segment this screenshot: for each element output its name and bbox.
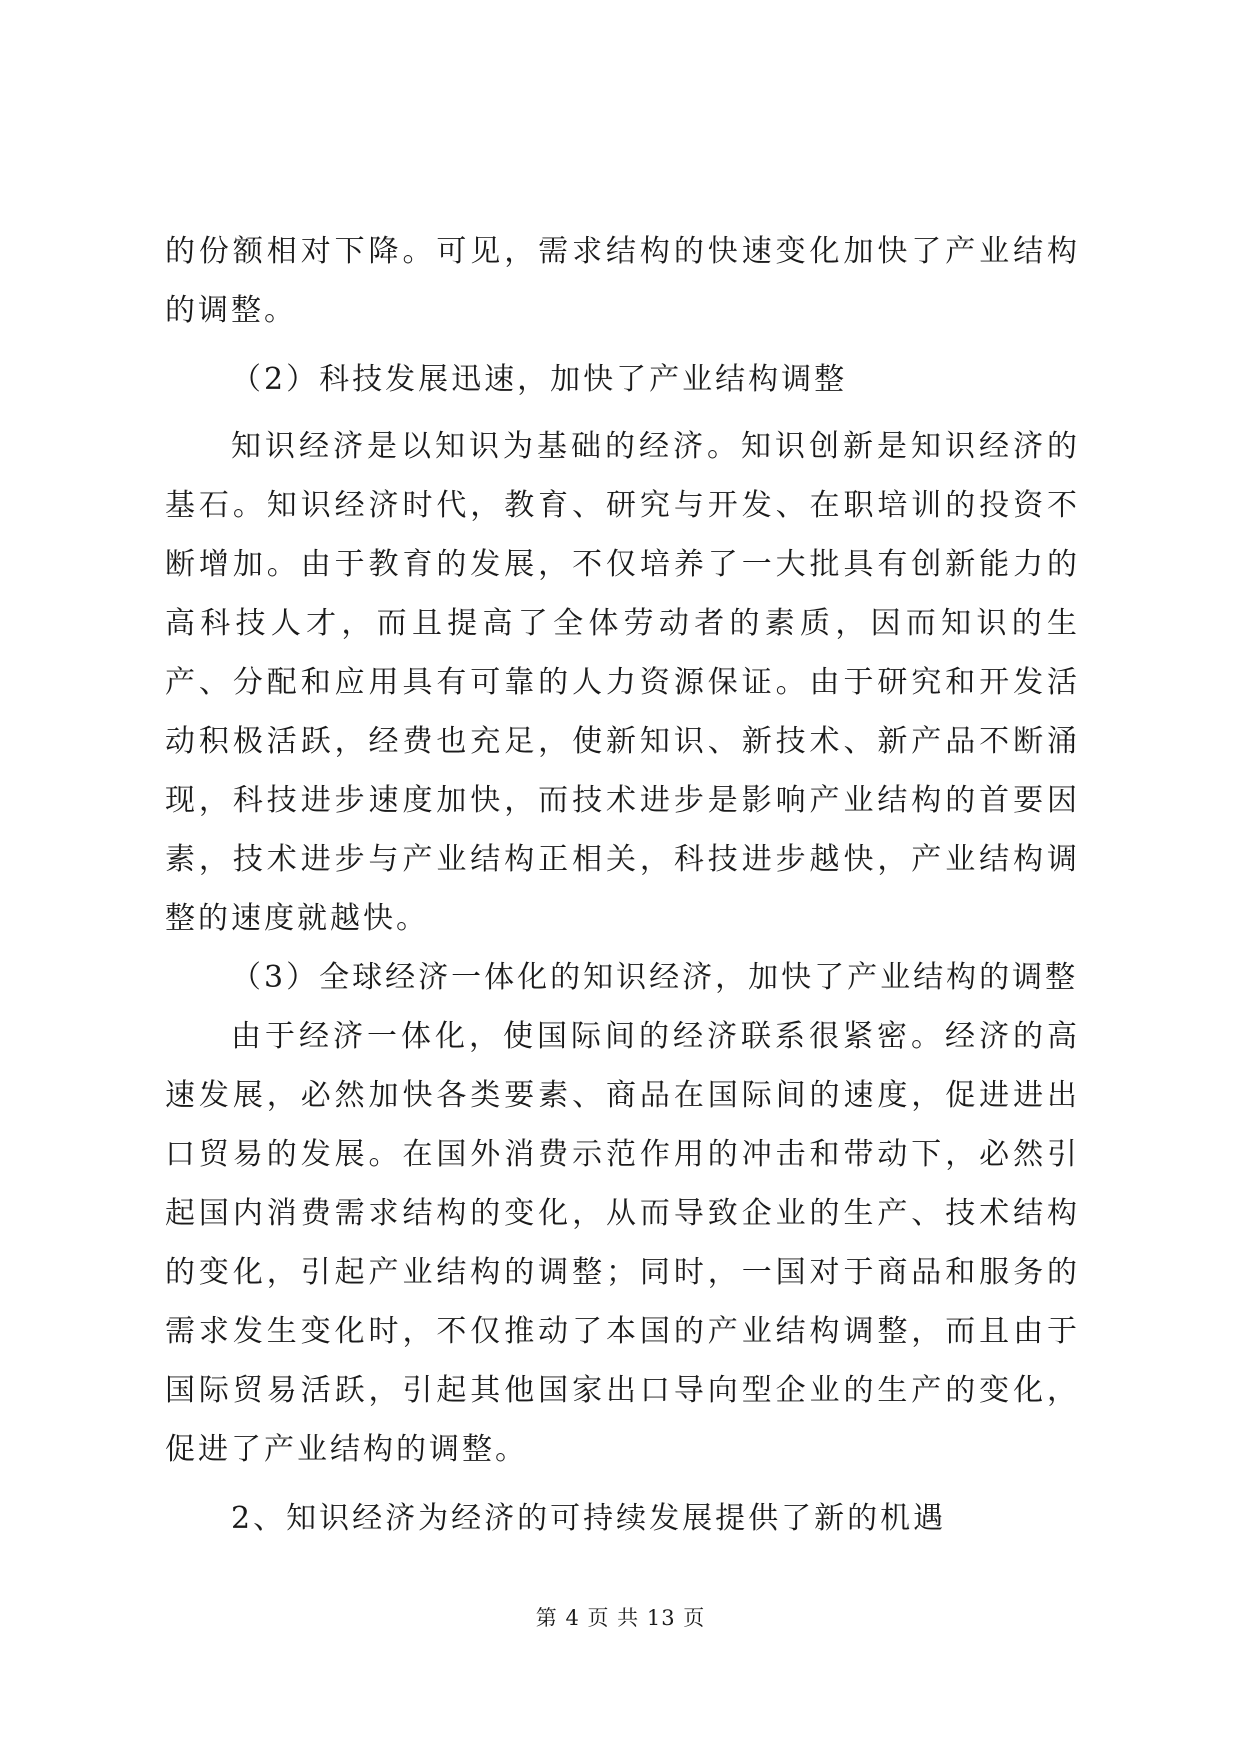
subheading-globalization: （3）全球经济一体化的知识经济，加快了产业结构的调整 bbox=[231, 960, 1079, 995]
paragraph-continuation: 的份额相对下降。可见，需求结构的快速变化加快了产业结构的调整。 bbox=[165, 234, 1080, 328]
subheading-tech-development: （2）科技发展迅速，加快了产业结构调整 bbox=[231, 362, 848, 397]
paragraph-economic-integration: 由于经济一体化，使国际间的经济联系很紧密。经济的高速发展，必然加快各类要素、商品在国际间的速度，促进进出口贸易的发展。在国外消费示范作用的冲击和带动下，必然引起国内消费需求结构的变化，从而导致企业的生产、技术结构的变化，引起产业结构的调整；同时，一国对于商品和服务的需求发生变化时，不仅推动了本国的产业结构调整，而且由于国际贸易活跃，引起其他国家出口导向型企业的生产的变化，促进了产业结构的调整。 bbox=[165, 1019, 1080, 1467]
page-number-footer: 第 4 页 共 13 页 bbox=[535, 1606, 706, 1630]
paragraph-knowledge-economy: 知识经济是以知识为基础的经济。知识创新是知识经济的基石。知识经济时代，教育、研究与开发、在职培训的投资不断增加。由于教育的发展，不仅培养了一大批具有创新能力的高科技人才，而且提高了全体劳动者的素质，因而知识的生产、分配和应用具有可靠的人力资源保证。由于研究和开发活动积极活跃，经费也充足，使新知识、新技术、新产品不断涌现，科技进步速度加快，而技术进步是影响产业结构的首要因素，技术进步与产业结构正相关，科技进步越快，产业结构调整的速度就越快。 bbox=[165, 429, 1080, 936]
document-body bbox=[165, 222, 1080, 1556]
section-heading-sustainable-development: 2、知识经济为经济的可持续发展提供了新的机遇 bbox=[231, 1501, 947, 1536]
